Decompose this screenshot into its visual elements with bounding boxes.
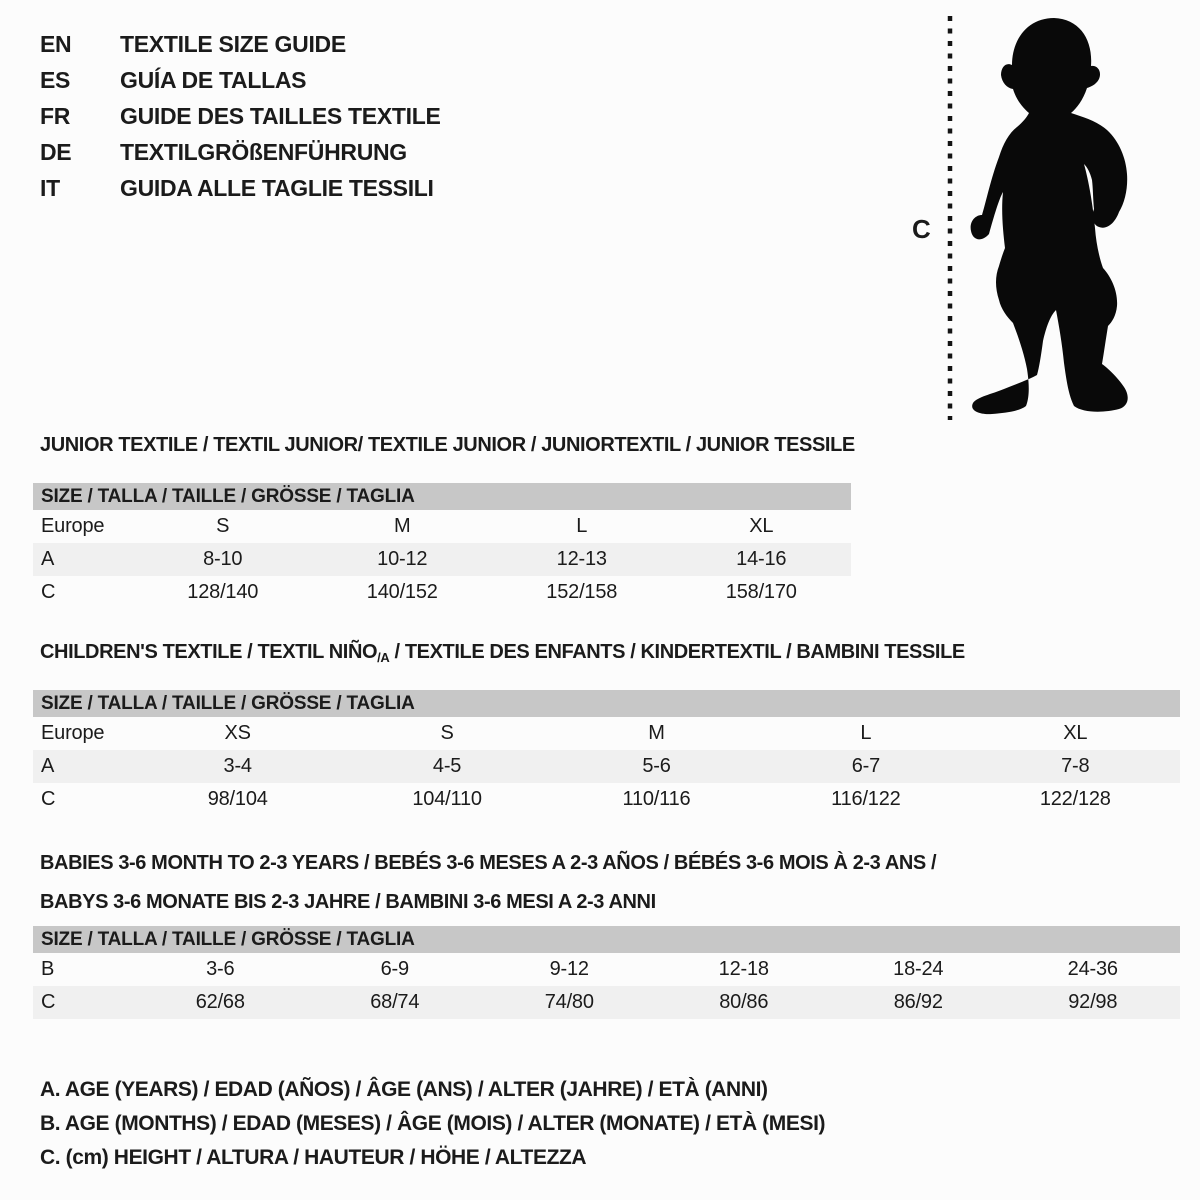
junior-section-title: [40, 434, 855, 457]
children-title-rest: / TEXTILE DES ENFANTS / KINDERTEXTIL / BAMBINI TESSILE: [389, 641, 965, 663]
table-cell: 62/68: [133, 986, 308, 1019]
table-cell: M: [648, 722, 665, 744]
lang-row-de: [40, 139, 441, 175]
size-header-cell: SIZE / TALLA / TAILLE / GRÖSSE / TAGLIA: [33, 690, 1180, 717]
table-cell: 152/158: [546, 581, 618, 603]
table-cell: 68/74: [308, 986, 483, 1019]
table-cell: 104/110: [412, 788, 482, 810]
table-cell: S: [440, 722, 454, 744]
table-cell: 140/152: [366, 581, 438, 603]
row-label: Europe: [41, 515, 105, 537]
table-row: [33, 543, 851, 576]
lang-code: ES: [40, 67, 71, 93]
size-header-row: [33, 926, 1180, 953]
table-cell: L: [576, 515, 588, 537]
footnote-a: A. AGE (YEARS) / EDAD (AÑOS) / ÂGE (ANS) / ALTER (JAHRE) / ETÀ (ANNI): [40, 1078, 768, 1101]
toddler-figure: [900, 0, 1160, 440]
row-label: A: [33, 750, 133, 783]
table-cell: 3-4: [133, 750, 342, 783]
lang-title: GUÍA DE TALLAS: [120, 67, 307, 93]
table-row: [33, 750, 1180, 783]
children-title-subscript: /A: [377, 650, 390, 665]
table-cell: 12-13: [492, 543, 672, 576]
size-header-cell: SIZE / TALLA / TAILLE / GRÖSSE / TAGLIA: [33, 483, 851, 510]
babies-title-line2: BABYS 3-6 MONATE BIS 2-3 JAHRE / BAMBINI 3-6 MESI A 2-3 ANNI: [40, 891, 656, 913]
lang-code: FR: [40, 103, 71, 129]
lang-row-es: [40, 67, 441, 103]
table-cell: 6-7: [761, 750, 970, 783]
children-size-table: [33, 690, 1180, 816]
table-cell: 110/116: [622, 788, 691, 810]
table-cell: 24-36: [1067, 958, 1118, 980]
table-cell: 12-18: [718, 958, 769, 980]
lang-title: TEXTILE SIZE GUIDE: [120, 31, 346, 57]
toddler-silhouette-icon: [966, 16, 1138, 416]
lang-code: IT: [40, 175, 60, 201]
size-header-row: [33, 690, 1180, 717]
table-cell: 8-10: [133, 543, 313, 576]
lang-row-en: [40, 31, 441, 67]
table-cell: 18-24: [893, 958, 944, 980]
table-cell: 10-12: [313, 543, 493, 576]
table-cell: 6-9: [380, 958, 409, 980]
table-cell: L: [860, 722, 872, 744]
junior-size-table: [33, 483, 851, 609]
table-cell: 122/128: [1039, 788, 1111, 810]
table-cell: 5-6: [552, 750, 761, 783]
children-title-text: CHILDREN'S TEXTILE / TEXTIL NIÑO: [40, 641, 378, 663]
table-cell: M: [394, 515, 411, 537]
babies-size-table: [33, 926, 1180, 1019]
table-cell: 3-6: [206, 958, 235, 980]
table-cell: 116/122: [831, 788, 901, 810]
row-label: C: [33, 986, 133, 1019]
table-cell: 7-8: [971, 750, 1180, 783]
table-cell: 92/98: [1006, 986, 1181, 1019]
table-cell: 9-12: [549, 958, 589, 980]
row-label: C: [41, 788, 56, 810]
table-cell: 14-16: [672, 543, 852, 576]
table-row: [33, 986, 1180, 1019]
lang-title: GUIDE DES TAILLES TEXTILE: [120, 103, 441, 129]
lang-code: DE: [40, 139, 72, 165]
row-label: B: [41, 958, 55, 980]
size-header-cell: SIZE / TALLA / TAILLE / GRÖSSE / TAGLIA: [33, 926, 1180, 953]
table-cell: 4-5: [342, 750, 551, 783]
footnotes: [40, 1073, 825, 1175]
footnote-b: B. AGE (MONTHS) / EDAD (MESES) / ÂGE (MOIS) / ALTER (MONATE) / ETÀ (MESI): [40, 1112, 826, 1135]
table-cell: 80/86: [657, 986, 832, 1019]
table-row: [33, 510, 851, 543]
row-label: A: [33, 543, 133, 576]
size-header-row: [33, 483, 851, 510]
junior-title-text: JUNIOR TEXTILE / TEXTIL JUNIOR/ TEXTILE JUNIOR / JUNIORTEXTIL / JUNIOR TESSILE: [40, 434, 855, 456]
lang-title: GUIDA ALLE TAGLIE TESSILI: [120, 175, 434, 201]
table-row: [33, 576, 851, 609]
lang-title: TEXTILGRÖßENFÜHRUNG: [120, 139, 407, 165]
table-cell: 74/80: [482, 986, 657, 1019]
table-cell: XS: [224, 722, 251, 744]
children-section-title: [40, 641, 965, 665]
table-row: [33, 783, 1180, 816]
height-dashed-line-icon: [946, 16, 954, 420]
lang-code: EN: [40, 31, 72, 57]
language-header: [40, 31, 441, 211]
table-cell: 86/92: [831, 986, 1006, 1019]
table-row: [33, 953, 1180, 986]
table-cell: 128/140: [187, 581, 259, 603]
table-cell: 158/170: [725, 581, 797, 603]
table-row: [33, 717, 1180, 750]
height-measure-label: C: [912, 214, 931, 244]
babies-title-line1: BABIES 3-6 MONTH TO 2-3 YEARS / BEBÉS 3-6 MESES A 2-3 AÑOS / BÉBÉS 3-6 MOIS À 2-3 ANS /: [40, 852, 937, 874]
table-cell: XL: [749, 515, 774, 537]
table-cell: 98/104: [207, 788, 268, 810]
lang-row-it: [40, 175, 441, 211]
row-label: Europe: [41, 722, 105, 744]
row-label: C: [41, 581, 56, 603]
babies-section-title: [40, 844, 936, 922]
lang-row-fr: [40, 103, 441, 139]
table-cell: XL: [1063, 722, 1088, 744]
footnote-c: C. (cm) HEIGHT / ALTURA / HAUTEUR / HÖHE / ALTEZZA: [40, 1146, 587, 1169]
table-cell: S: [216, 515, 230, 537]
